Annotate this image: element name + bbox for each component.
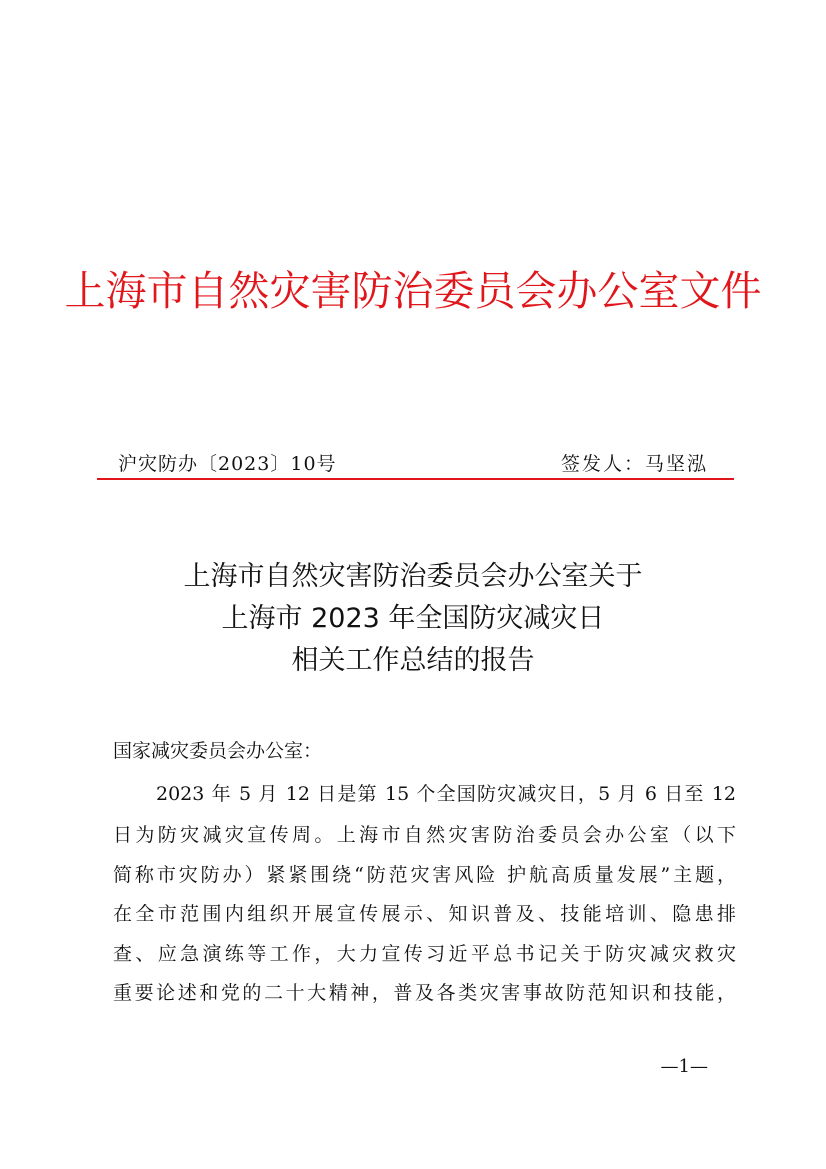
signer: 签发人：马坚泓 — [560, 453, 708, 475]
body-line: 2023 年 5 月 12 日是第 15 个全国防灾减灾日，5 月 6 日至 12 — [156, 783, 736, 805]
document-number: 沪灾防办〔2023〕10号 — [118, 453, 337, 475]
document-title — [0, 556, 826, 682]
salutation: 国家减灾委员会办公室： — [113, 740, 323, 762]
title-line-3: 相关工作总结的报告 — [291, 645, 535, 676]
page-number: —1— — [660, 1056, 708, 1077]
document-masthead: 上海市自然灾害防治委员会办公室文件 — [64, 267, 762, 315]
body-line: 日为防灾减灾宣传周。上海市自然灾害防治委员会办公室（以下 — [113, 824, 736, 846]
title-line-1: 上海市自然灾害防治委员会办公室关于 — [183, 561, 643, 592]
body-line: 查、应急演练等工作，大力宣传习近平总书记关于防灾减灾救灾 — [113, 943, 736, 965]
body-line: 简称市灾防办）紧紧围绕“防范灾害风险 护航高质量发展”主题， — [113, 864, 736, 886]
body-line: 在全市范围内组织开展宣传展示、知识普及、技能培训、隐患排 — [113, 903, 736, 925]
red-divider-line — [97, 478, 734, 480]
body-line: 重要论述和党的二十大精神，普及各类灾害事故防范知识和技能， — [113, 982, 736, 1004]
title-line-2: 上海市 2023 年全国防灾减灾日 — [221, 603, 605, 634]
